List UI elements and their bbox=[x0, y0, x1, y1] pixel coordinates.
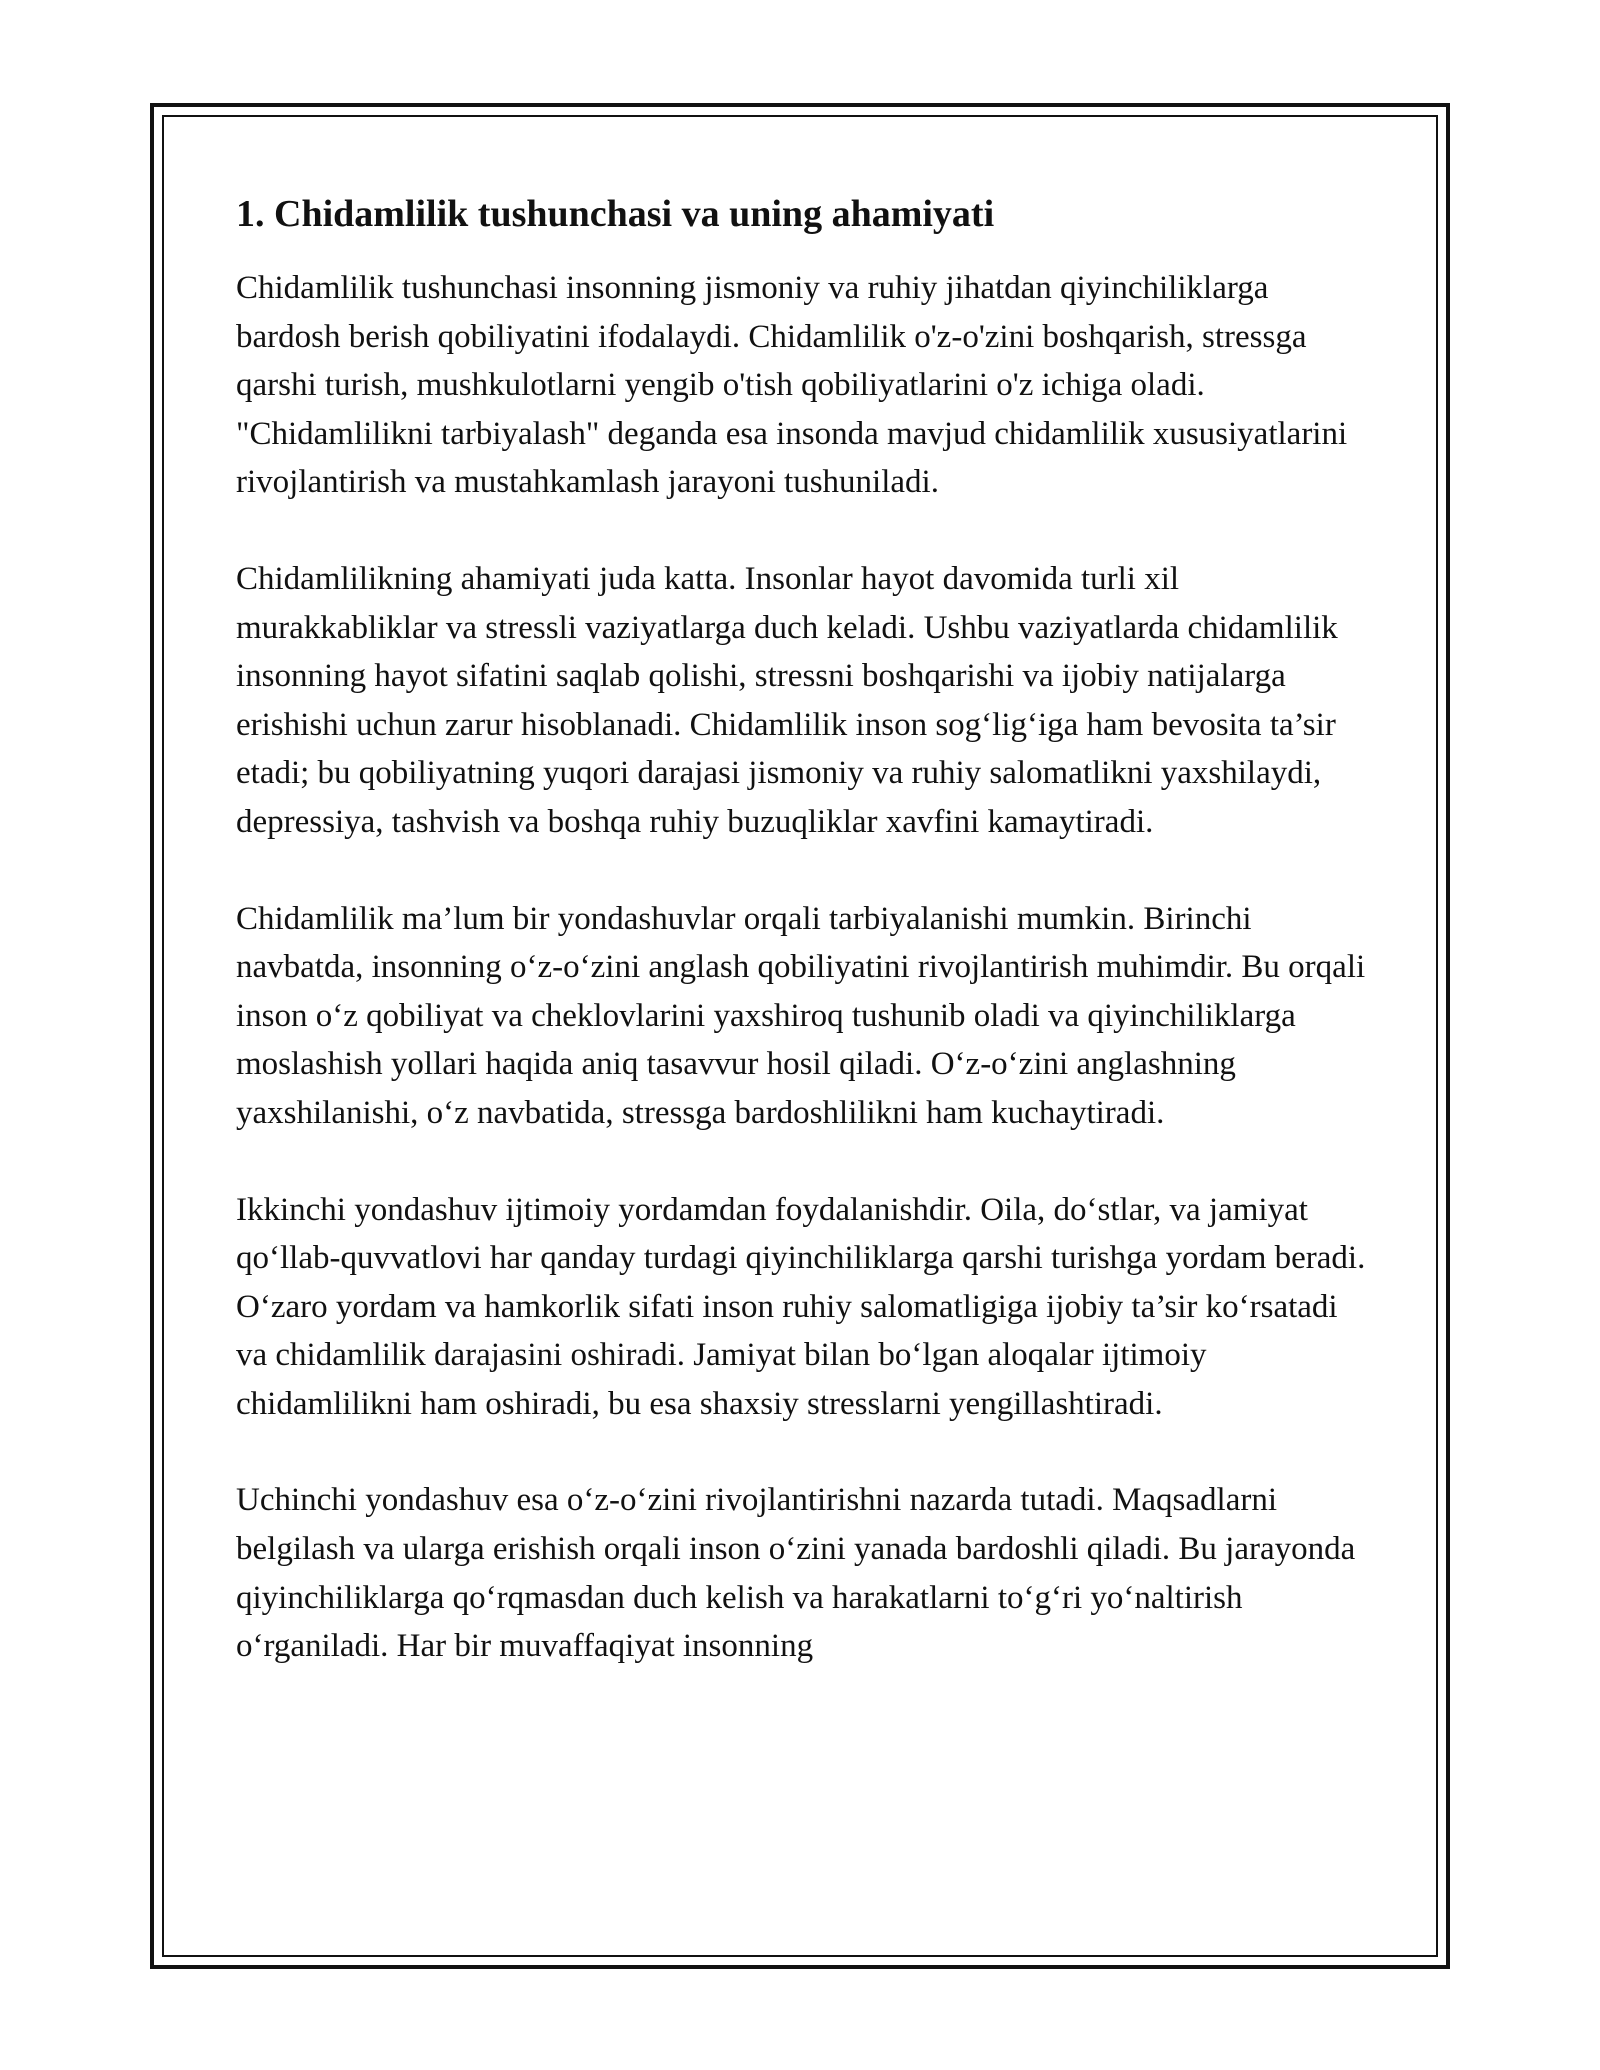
paragraph-definition: Chidamlilik tushunchasi insonning jismoniy va ruhiy jihatdan qiyinchiliklarga bardosh berish qobiliyatini ifodalaydi. Chidamlilik o'z-o'zini boshqarish, stressga qarshi turish, mushkulotlarni yengib o'tish qobiliyatlarini o'z ichiga oladi. "Chidamlilikni tarbiyalash" deganda esa insonda mavjud chidamlilik xususiyatlarini rivojlantirish va mustahkamlash jarayoni tushuniladi. bbox=[236, 270, 1348, 501]
document-body bbox=[236, 190, 1376, 1719]
paragraph-first-approach: Chidamlilik ma’lum bir yondashuvlar orqali tarbiyalanishi mumkin. Birinchi navbatda, insonning o‘z-o‘zini anglash qobiliyatini rivojlantirish muhimdir. Bu orqali inson o‘z qobiliyat va cheklovlarini yaxshiroq tushunib oladi va qiyinchiliklarga moslashish yollari haqida aniq tasavvur hosil qiladi. O‘z-o‘zini anglashning yaxshilanishi, o‘z navbatida, stressga bardoshlilikni ham kuchaytiradi. bbox=[236, 900, 1366, 1131]
paragraph-third-approach: Uchinchi yondashuv esa o‘z-o‘zini rivojlantirishni nazarda tutadi. Maqsadlarni belgilash va ularga erishish orqali inson o‘zini yanada bardoshli qiladi. Bu jarayonda qiyinchiliklarga qo‘rqmasdan duch kelish va harakatlarni to‘g‘ri yo‘naltirish o‘rganiladi. Har bir muvaffaqiyat insonning bbox=[236, 1482, 1356, 1665]
paragraph-importance: Chidamlilikning ahamiyati juda katta. Insonlar hayot davomida turli xil murakkabliklar va stressli vaziyatlarga duch keladi. Ushbu vaziyatlarda chidamlilik insonning hayot sifatini saqlab qolishi, stressni boshqarishi va ijobiy natijalarga erishishi uchun zarur hisoblanadi. Chidamlilik inson sog‘lig‘iga ham bevosita ta’sir etadi; bu qobiliyatning yuqori darajasi jismoniy va ruhiy salomatlikni yaxshilaydi, depressiya, tashvish va boshqa ruhiy buzuqliklar xavfini kamaytiradi. bbox=[236, 560, 1338, 840]
paragraph-second-approach: Ikkinchi yondashuv ijtimoiy yordamdan foydalanishdir. Oila, do‘stlar, va jamiyat qo‘llab-quvvatlovi har qanday turdagi qiyinchiliklarga qarshi turishga yordam beradi. O‘zaro yordam va hamkorlik sifati inson ruhiy salomatligiga ijobiy ta’sir ko‘rsatadi va chidamlilik darajasini oshiradi. Jamiyat bilan bo‘lgan aloqalar ijtimoiy chidamlilikni ham oshiradi, bu esa shaxsiy stresslarni yengillashtiradi. bbox=[236, 1191, 1366, 1422]
section-heading: 1. Chidamlilik tushunchasi va uning ahamiyati bbox=[236, 193, 995, 235]
